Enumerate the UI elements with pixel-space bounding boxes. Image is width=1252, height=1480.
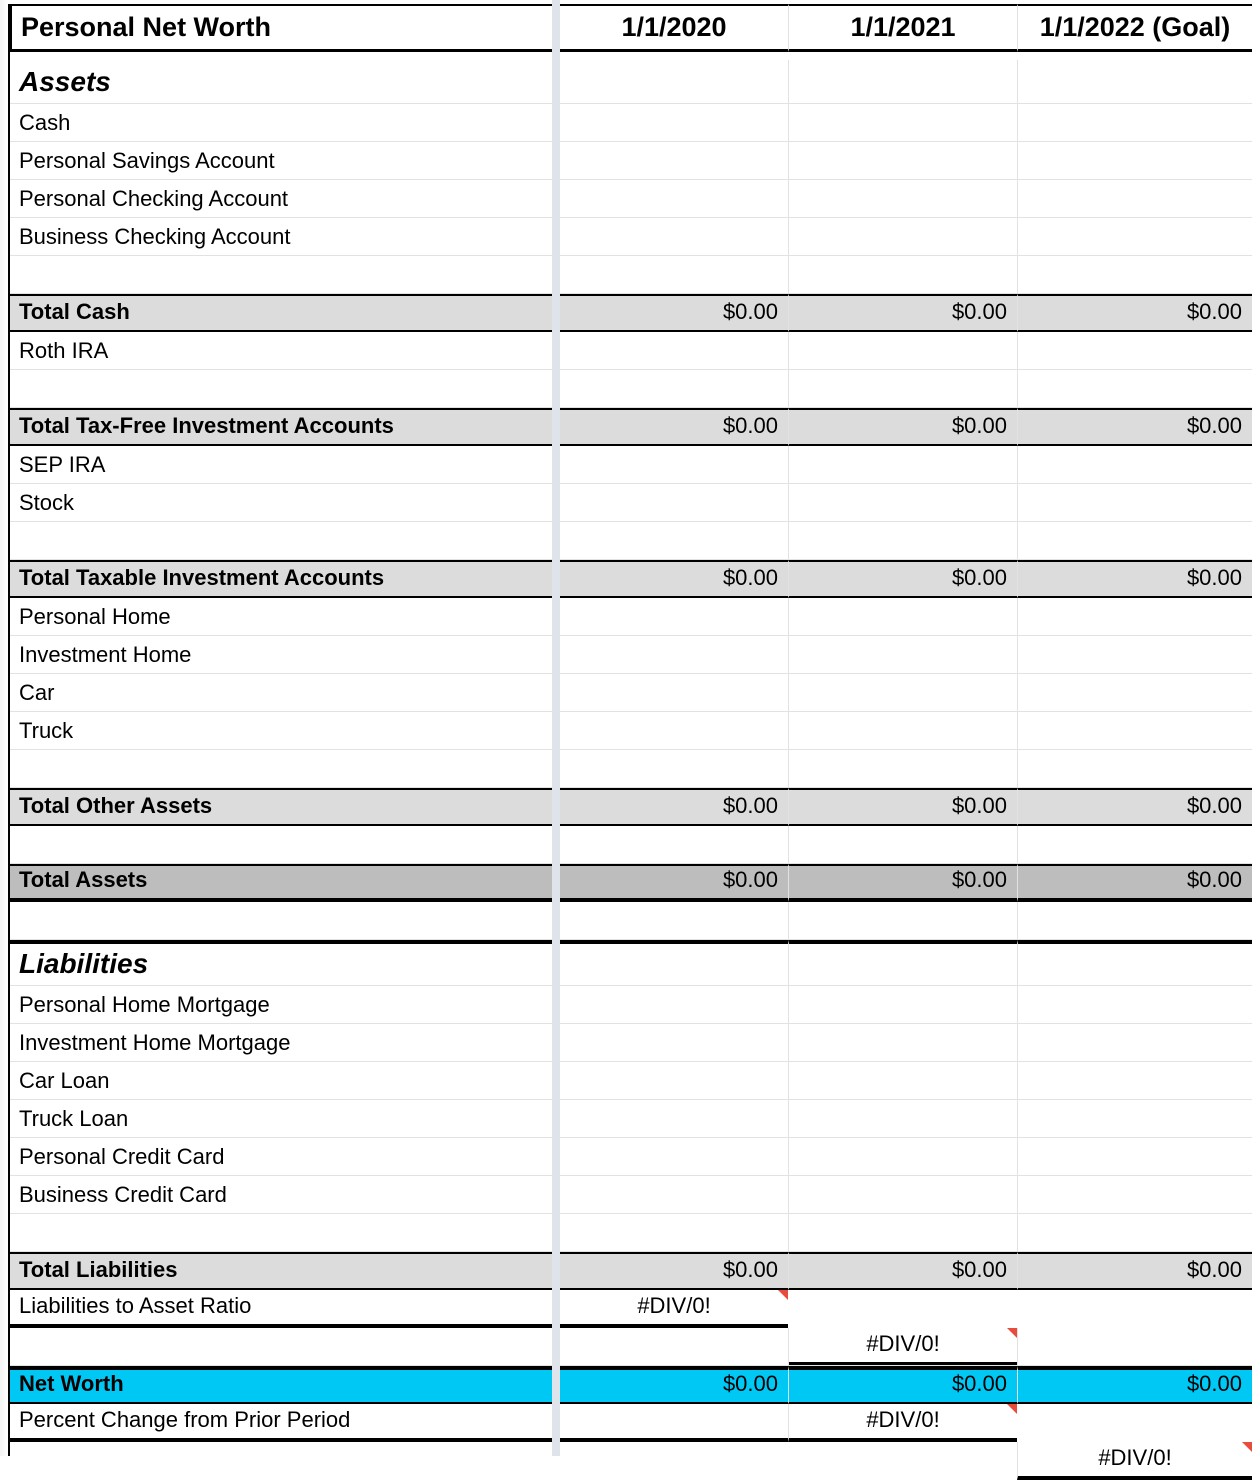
value-cell[interactable] (788, 826, 1017, 864)
amount-cell[interactable]: $0.00 (560, 788, 788, 826)
blank-row (0, 522, 1252, 560)
label-cell[interactable]: Total Liabilities (10, 1252, 552, 1290)
lsection-row (0, 940, 1252, 986)
value-cell[interactable] (560, 674, 788, 712)
value-cell[interactable] (1017, 522, 1252, 560)
header-col-2021[interactable]: 1/1/2021 (788, 4, 1017, 52)
label-cell[interactable]: Personal Home (10, 598, 552, 636)
label-cell[interactable]: Net Worth (10, 1366, 552, 1404)
value-cell[interactable] (788, 712, 1017, 750)
value-cell[interactable] (1017, 712, 1252, 750)
blank-row (0, 750, 1252, 788)
header-col-2022-goal[interactable]: 1/1/2022 (Goal) (1017, 4, 1252, 52)
label-cell[interactable]: Truck (10, 712, 552, 750)
value-cell[interactable] (1017, 104, 1252, 142)
item-row (0, 986, 1252, 1024)
value-cell[interactable] (1017, 1214, 1252, 1252)
item-row (0, 712, 1252, 750)
value-cell[interactable] (560, 1176, 788, 1214)
label-cell[interactable] (10, 826, 552, 864)
amount-cell[interactable]: $0.00 (788, 864, 1017, 902)
item-row (0, 1138, 1252, 1176)
label-cell[interactable]: Car Loan (10, 1062, 552, 1100)
value-cell[interactable] (1017, 940, 1252, 986)
label-cell[interactable] (10, 750, 552, 788)
value-cell[interactable] (788, 636, 1017, 674)
value-cell[interactable] (1017, 218, 1252, 256)
value-cell[interactable] (1017, 636, 1252, 674)
value-cell[interactable] (560, 104, 788, 142)
amount-cell[interactable]: $0.00 (788, 294, 1017, 332)
value-cell[interactable] (1017, 1328, 1252, 1366)
amount-cell[interactable]: $0.00 (788, 1252, 1017, 1290)
value-cell[interactable] (560, 598, 788, 636)
value-cell[interactable] (1017, 180, 1252, 218)
amount-cell[interactable]: $0.00 (1017, 560, 1252, 598)
section-row (0, 60, 1252, 104)
value-cell[interactable] (788, 142, 1017, 180)
value-cell[interactable] (560, 180, 788, 218)
value-cell[interactable] (560, 60, 788, 104)
value-cell[interactable] (560, 940, 788, 986)
header-row (0, 4, 1252, 52)
value-cell[interactable] (1017, 750, 1252, 788)
label-cell[interactable]: Business Checking Account (10, 218, 552, 256)
value-cell[interactable] (560, 332, 788, 370)
label-cell[interactable]: Personal Checking Account (10, 180, 552, 218)
value-cell[interactable] (788, 1062, 1017, 1100)
blank-row (0, 826, 1252, 864)
item-row (0, 332, 1252, 370)
label-cell[interactable]: Personal Savings Account (10, 142, 552, 180)
label-cell[interactable]: Percent Change from Prior Period (10, 1404, 552, 1442)
label-cell[interactable]: Total Cash (10, 294, 552, 332)
amount-cell[interactable]: $0.00 (560, 560, 788, 598)
blank-row (0, 256, 1252, 294)
amount-cell[interactable]: $0.00 (788, 408, 1017, 446)
value-cell[interactable] (788, 1024, 1017, 1062)
value-cell[interactable] (560, 522, 788, 560)
label-cell[interactable]: Car (10, 674, 552, 712)
item-row (0, 218, 1252, 256)
header-title-cell[interactable]: Personal Net Worth (10, 4, 552, 52)
value-cell[interactable] (788, 1328, 1017, 1366)
amount-cell[interactable]: $0.00 (1017, 1252, 1252, 1290)
item-row (0, 446, 1252, 484)
amount-cell[interactable]: $0.00 (1017, 294, 1252, 332)
amount-cell[interactable]: $0.00 (1017, 788, 1252, 826)
value-cell[interactable] (560, 1214, 788, 1252)
value-cell[interactable] (788, 940, 1017, 986)
value-cell[interactable] (560, 1100, 788, 1138)
label-cell[interactable]: Liabilities to Asset Ratio (10, 1290, 552, 1328)
amount-cell[interactable]: $0.00 (560, 1366, 788, 1404)
formula-error-cell[interactable] (560, 1404, 788, 1442)
amount-cell[interactable]: $0.00 (560, 864, 788, 902)
value-cell[interactable] (560, 370, 788, 408)
label-cell[interactable]: Total Taxable Investment Accounts (10, 560, 552, 598)
blank-row (0, 1214, 1252, 1252)
value-cell[interactable] (788, 1100, 1017, 1138)
value-cell[interactable] (788, 60, 1017, 104)
value-cell[interactable] (788, 750, 1017, 788)
label-cell[interactable] (10, 370, 552, 408)
total-row (0, 294, 1252, 332)
value-cell[interactable] (560, 256, 788, 294)
total-row (0, 408, 1252, 446)
value-cell[interactable] (788, 446, 1017, 484)
value-cell[interactable] (1017, 1138, 1252, 1176)
amount-cell[interactable]: $0.00 (560, 1252, 788, 1290)
value-cell[interactable] (788, 256, 1017, 294)
amount-cell[interactable]: $0.00 (788, 1366, 1017, 1404)
label-cell[interactable]: Stock (10, 484, 552, 522)
value-cell[interactable] (1017, 446, 1252, 484)
amount-cell[interactable]: $0.00 (1017, 864, 1252, 902)
value-cell[interactable] (1017, 484, 1252, 522)
formula-error-cell[interactable]: #DIV/0! (1017, 1442, 1252, 1480)
amount-cell[interactable]: $0.00 (1017, 408, 1252, 446)
item-row (0, 180, 1252, 218)
item-row (0, 674, 1252, 712)
value-cell[interactable] (1017, 332, 1252, 370)
value-cell[interactable] (560, 1024, 788, 1062)
grand-row (0, 864, 1252, 902)
item-row (0, 104, 1252, 142)
value-cell[interactable] (788, 522, 1017, 560)
blank-row (0, 902, 1252, 940)
value-cell[interactable] (560, 1328, 788, 1366)
item-row (0, 1176, 1252, 1214)
value-cell[interactable] (1017, 674, 1252, 712)
amount-cell[interactable]: $0.00 (560, 294, 788, 332)
amount-cell[interactable]: $0.00 (788, 788, 1017, 826)
amount-cell[interactable]: $0.00 (560, 408, 788, 446)
value-cell[interactable] (788, 1138, 1017, 1176)
header-col-2020[interactable]: 1/1/2020 (560, 4, 788, 52)
frozen-column-divider[interactable] (552, 0, 560, 1456)
value-cell[interactable] (560, 826, 788, 864)
value-cell[interactable] (1017, 598, 1252, 636)
value-cell[interactable] (1017, 986, 1252, 1024)
formula-error-cell[interactable]: #DIV/0! (560, 1290, 788, 1328)
value-cell[interactable] (1017, 256, 1252, 294)
label-cell[interactable]: Total Other Assets (10, 788, 552, 826)
item-row (0, 636, 1252, 674)
value-cell[interactable] (560, 636, 788, 674)
label-cell[interactable] (10, 1328, 552, 1366)
value-cell[interactable] (560, 1138, 788, 1176)
value-cell[interactable] (1017, 1024, 1252, 1062)
label-cell[interactable]: Total Assets (10, 864, 552, 902)
label-cell[interactable]: Investment Home (10, 636, 552, 674)
label-cell[interactable] (10, 902, 552, 940)
pct-row (0, 1404, 1252, 1470)
label-cell[interactable]: Personal Credit Card (10, 1138, 552, 1176)
value-cell[interactable] (560, 1062, 788, 1100)
value-cell[interactable] (788, 104, 1017, 142)
value-cell[interactable] (788, 180, 1017, 218)
value-cell[interactable] (788, 1214, 1017, 1252)
label-cell[interactable]: Roth IRA (10, 332, 552, 370)
value-cell[interactable] (1017, 142, 1252, 180)
value-cell[interactable] (1017, 1100, 1252, 1138)
value-cell[interactable] (1017, 60, 1252, 104)
value-cell[interactable] (560, 218, 788, 256)
item-row (0, 1100, 1252, 1138)
value-cell[interactable] (1017, 902, 1252, 940)
ratio-row (0, 1290, 1252, 1356)
value-cell[interactable] (788, 986, 1017, 1024)
total-row (0, 1252, 1252, 1290)
item-row (0, 598, 1252, 636)
value-cell[interactable] (788, 370, 1017, 408)
amount-cell[interactable]: $0.00 (1017, 1366, 1252, 1404)
value-cell[interactable] (788, 674, 1017, 712)
formula-error-cell[interactable]: #DIV/0! (788, 1328, 1017, 1366)
value-cell[interactable] (788, 1176, 1017, 1214)
label-cell[interactable]: Personal Home Mortgage (10, 986, 552, 1024)
value-cell[interactable] (560, 986, 788, 1024)
value-cell[interactable] (1017, 370, 1252, 408)
value-cell[interactable] (560, 750, 788, 788)
value-cell[interactable] (560, 712, 788, 750)
formula-error-cell[interactable]: #DIV/0! (788, 1404, 1017, 1442)
label-cell[interactable] (10, 1214, 552, 1252)
label-cell[interactable]: Truck Loan (10, 1100, 552, 1138)
item-row (0, 1024, 1252, 1062)
label-cell[interactable] (10, 522, 552, 560)
value-cell[interactable] (788, 598, 1017, 636)
label-cell[interactable]: Assets (10, 60, 552, 104)
value-cell[interactable] (1017, 1062, 1252, 1100)
value-cell[interactable] (788, 332, 1017, 370)
total-row (0, 560, 1252, 598)
label-cell[interactable]: Liabilities (10, 940, 552, 986)
label-cell[interactable] (10, 256, 552, 294)
item-row (0, 142, 1252, 180)
item-row (0, 484, 1252, 522)
label-cell[interactable]: Cash (10, 104, 552, 142)
label-cell[interactable]: Investment Home Mortgage (10, 1024, 552, 1062)
value-cell[interactable] (560, 446, 788, 484)
value-cell[interactable] (560, 142, 788, 180)
left-border (8, 4, 10, 1456)
value-cell[interactable] (788, 484, 1017, 522)
value-cell[interactable] (788, 902, 1017, 940)
label-cell[interactable]: SEP IRA (10, 446, 552, 484)
value-cell[interactable] (560, 484, 788, 522)
value-cell[interactable] (1017, 826, 1252, 864)
amount-cell[interactable]: $0.00 (788, 560, 1017, 598)
value-cell[interactable] (560, 902, 788, 940)
total-row (0, 788, 1252, 826)
value-cell[interactable] (788, 218, 1017, 256)
blank-row (0, 370, 1252, 408)
value-cell[interactable] (1017, 1176, 1252, 1214)
net-row (0, 1366, 1252, 1404)
label-cell[interactable]: Business Credit Card (10, 1176, 552, 1214)
item-row (0, 1062, 1252, 1100)
blank-row (0, 1328, 1252, 1366)
label-cell[interactable]: Total Tax-Free Investment Accounts (10, 408, 552, 446)
